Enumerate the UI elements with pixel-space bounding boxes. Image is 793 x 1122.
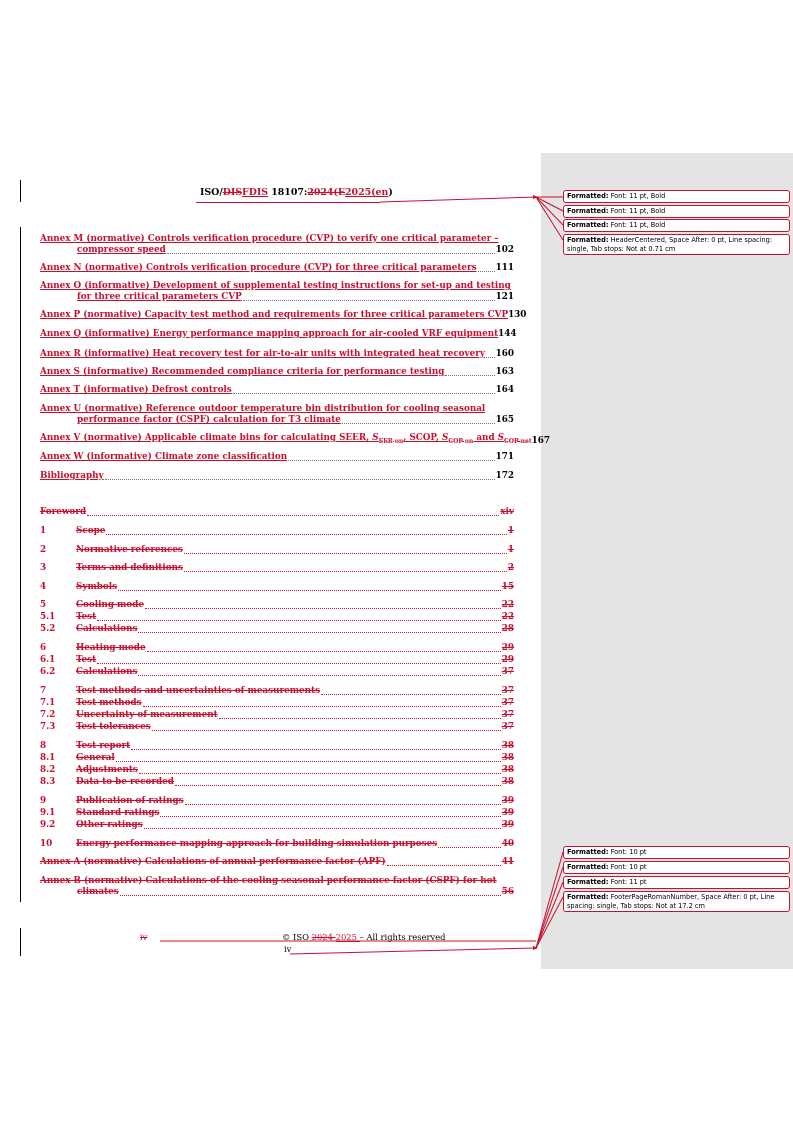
toc-deleted-num: 9 — [40, 796, 47, 806]
toc-deleted-text: Foreword — [40, 507, 87, 517]
footer-year-inserted: 2025 — [335, 932, 360, 942]
toc-entry-annex-n[interactable] — [40, 263, 514, 274]
connector-line — [380, 197, 536, 202]
format-label: Formatted: — [567, 192, 609, 200]
symbol-s-eer: S — [372, 433, 379, 443]
toc-deleted-text: Test — [76, 612, 97, 622]
header-year-inserted: 2025(en — [345, 187, 389, 198]
toc-page-number: 39 — [501, 808, 514, 818]
connector-arrow-icon — [533, 195, 538, 199]
header-close: ) — [388, 187, 393, 198]
toc-page-number: 40 — [501, 839, 514, 849]
toc-deleted-num: 3 — [40, 563, 47, 573]
format-detail: Font: 11 pt, Bold — [608, 207, 666, 215]
toc-deleted-text-cont: climates — [77, 887, 119, 897]
annex-v-text-and: and — [473, 433, 498, 443]
toc-deleted-9[interactable] — [40, 796, 514, 807]
toc-page-number: 37 — [501, 686, 514, 696]
toc-page-number: 39 — [501, 820, 514, 830]
toc-entry-annex-t[interactable] — [40, 385, 514, 396]
dot-leader — [116, 760, 501, 762]
header-fdis-inserted: FDIS — [242, 187, 268, 198]
toc-page-number: 37 — [501, 667, 514, 677]
dot-leader — [445, 374, 494, 376]
toc-entry-text: Annex M (normative) Controls verification procedure (CVP) to verify one critical parameter – — [40, 234, 499, 244]
toc-entry-text-cont: compressor speed — [77, 245, 166, 255]
toc-entry-annex-o[interactable] — [40, 281, 514, 303]
toc-deleted-7-3[interactable] — [40, 722, 514, 733]
toc-deleted-2[interactable] — [40, 545, 514, 556]
annex-v-text-mid: , SCOP, — [403, 433, 442, 443]
toc-entry-text: Annex Q (informative) Energy performance mapping approach for air-cooled VRF equipment — [40, 329, 499, 339]
toc-page-number: 121 — [495, 292, 514, 302]
toc-page-number: 39 — [501, 796, 514, 806]
toc-deleted-text: Test report — [76, 741, 131, 751]
dot-leader — [219, 717, 501, 719]
format-detail: HeaderCentered, Space After: 0 pt, Line spacing: single, Tab stops: Not at 0.71 cm — [567, 236, 773, 253]
subscript-cop-net: COP net — [504, 437, 532, 445]
toc-deleted-num: 8.3 — [40, 777, 56, 787]
toc-page-number: 171 — [495, 452, 514, 462]
format-label: Formatted: — [567, 848, 609, 856]
toc-deleted-1[interactable] — [40, 526, 514, 537]
dot-leader — [160, 815, 500, 817]
change-bar-footer — [20, 928, 21, 956]
toc-entry-text: Annex R (informative) Heat recovery test for air-to-air units with integrated heat recovery — [40, 349, 486, 359]
toc-deleted-num: 9.1 — [40, 808, 56, 818]
header-year-deleted: 2024(E — [307, 187, 346, 198]
dot-leader — [152, 729, 501, 731]
toc-deleted-7-2[interactable] — [40, 710, 514, 721]
header-std-number: 18107: — [268, 187, 308, 198]
toc-page-number: 160 — [495, 349, 514, 359]
footer-year-deleted: 2024 — [311, 932, 336, 942]
toc-page-number: 163 — [495, 367, 514, 377]
subscript-cop-on: COP on — [448, 437, 474, 445]
format-comment[interactable] — [563, 190, 790, 203]
dot-leader — [175, 784, 501, 786]
dot-leader — [131, 748, 501, 750]
change-bar-main — [20, 227, 21, 902]
toc-deleted-num: 1 — [40, 526, 47, 536]
toc-deleted-6-2[interactable] — [40, 667, 514, 678]
toc-page-number: 15 — [501, 582, 514, 592]
dot-leader — [97, 662, 501, 664]
dot-leader — [184, 570, 507, 572]
toc-deleted-num: 8 — [40, 741, 47, 751]
dot-leader — [120, 894, 501, 896]
format-comment[interactable] — [563, 891, 790, 912]
toc-entry-text: Bibliography — [40, 471, 104, 481]
dot-leader — [243, 299, 495, 301]
toc-deleted-8-1[interactable] — [40, 753, 514, 764]
subscript-eer-on: EER on — [378, 437, 404, 445]
toc-deleted-text: Publication of ratings — [76, 796, 184, 806]
dot-leader — [138, 631, 500, 633]
dot-leader — [143, 705, 501, 707]
format-label: Formatted: — [567, 236, 609, 244]
toc-deleted-8-2[interactable] — [40, 765, 514, 776]
dot-leader — [147, 650, 501, 652]
format-label: Formatted: — [567, 878, 609, 886]
toc-page-number: 29 — [501, 643, 514, 653]
dot-leader — [233, 392, 495, 394]
format-label: Formatted: — [567, 207, 609, 215]
footer-line — [140, 932, 147, 942]
dot-leader — [118, 589, 501, 591]
toc-page-number: 38 — [501, 741, 514, 751]
toc-deleted-9-2[interactable] — [40, 820, 514, 831]
toc-entry-annex-u[interactable] — [40, 404, 514, 426]
toc-page-number: 1 — [507, 526, 514, 536]
document-header — [200, 187, 393, 198]
toc-page-number: 2 — [507, 563, 514, 573]
toc-deleted-text: Uncertainty of measurement — [76, 710, 218, 720]
annex-v-text-start: Annex V (normative) Applicable climate bins for calculating SEER, — [40, 433, 373, 443]
symbol-s-cop-net: S — [497, 433, 505, 443]
format-detail: Font: 11 pt — [608, 878, 647, 886]
toc-deleted-num: 7.1 — [40, 698, 56, 708]
toc-page-number: 38 — [501, 753, 514, 763]
toc-deleted-6[interactable] — [40, 643, 514, 654]
change-bar-top — [20, 180, 21, 202]
toc-page-number: 111 — [495, 263, 514, 273]
toc-deleted-text: Symbols — [76, 582, 118, 592]
toc-page-number: 37 — [501, 710, 514, 720]
toc-entry-text: Annex N (normative) Controls verification procedure (CVP) for three critical parameters — [40, 263, 477, 273]
toc-deleted-text: Calculations — [76, 624, 138, 634]
toc-deleted-annex-b[interactable] — [40, 876, 514, 898]
toc-entry-bibliography[interactable] — [40, 471, 514, 482]
toc-deleted-num: 5.1 — [40, 612, 56, 622]
dot-leader — [97, 619, 501, 621]
dot-leader — [478, 270, 495, 272]
toc-page-number: 130 — [508, 310, 527, 320]
toc-deleted-num: 6 — [40, 643, 47, 653]
dot-leader — [342, 422, 495, 424]
format-comment[interactable] — [563, 876, 790, 889]
toc-deleted-text: Other ratings — [76, 820, 143, 830]
toc-deleted-num: 5 — [40, 600, 47, 610]
footer-iv-inserted: iv — [284, 944, 292, 954]
toc-entry-annex-q[interactable] — [40, 329, 517, 340]
format-detail: Font: 10 pt — [608, 848, 647, 856]
dot-leader — [288, 459, 495, 461]
toc-deleted-text: Calculations — [76, 667, 138, 677]
dot-leader — [105, 478, 495, 480]
header-revision-underline — [196, 202, 380, 203]
format-comment[interactable] — [563, 861, 790, 874]
toc-entry-annex-r[interactable] — [40, 349, 514, 360]
toc-deleted-num: 9.2 — [40, 820, 56, 830]
toc-entry-text: Annex U (normative) Reference outdoor temperature bin distribution for cooling seasonal — [40, 404, 486, 414]
toc-page-number: 102 — [495, 245, 514, 255]
toc-deleted-num: 7 — [40, 686, 47, 696]
toc-deleted-4[interactable] — [40, 582, 514, 593]
dot-leader — [87, 514, 499, 516]
toc-deleted-text: Adjustments — [76, 765, 138, 775]
footer-rights: – All rights reserved — [359, 932, 446, 942]
format-detail: Font: 11 pt, Bold — [608, 221, 666, 229]
toc-entry-text: Annex O (informative) Development of supplemental testing instructions for set-up and testing — [40, 281, 511, 291]
toc-deleted-num: 4 — [40, 582, 47, 592]
toc-deleted-num: 7.3 — [40, 722, 56, 732]
toc-entry-text-cont: for three critical parameters CVP — [77, 292, 242, 302]
format-comment[interactable] — [563, 234, 790, 255]
footer-copyright — [282, 932, 446, 942]
toc-deleted-text: Energy performance mapping approach for building simulation purposes — [76, 839, 438, 849]
toc-deleted-text: Heating mode — [76, 643, 146, 653]
toc-page-number: 165 — [495, 415, 514, 425]
format-comment[interactable] — [563, 846, 790, 859]
toc-deleted-9-1[interactable] — [40, 808, 514, 819]
toc-deleted-5-2[interactable] — [40, 624, 514, 635]
dot-leader — [387, 864, 501, 866]
toc-deleted-num: 6.1 — [40, 655, 56, 665]
dot-leader — [138, 674, 500, 676]
format-comment[interactable] — [563, 205, 790, 218]
header-dis-deleted: DIS — [222, 187, 243, 198]
format-comment[interactable] — [563, 219, 790, 232]
header-iso: ISO/ — [200, 187, 223, 198]
toc-page-number: 41 — [501, 857, 514, 867]
dot-leader — [144, 827, 501, 829]
toc-deleted-text: Cooling mode — [76, 600, 144, 610]
toc-page-number: 172 — [495, 471, 514, 481]
toc-deleted-text: Standard ratings — [76, 808, 160, 818]
toc-deleted-5[interactable] — [40, 600, 514, 611]
toc-deleted-num: 7.2 — [40, 710, 56, 720]
format-detail: FooterPageRomanNumber, Space After: 0 pt, Line spacing: single, Tab stops: Not at 17.2 cm — [567, 893, 775, 910]
toc-page-number: 38 — [501, 777, 514, 787]
toc-deleted-text: Normative references — [76, 545, 183, 555]
toc-entry-annex-v[interactable] — [40, 433, 550, 447]
toc-deleted-num: 6.2 — [40, 667, 56, 677]
dot-leader — [184, 552, 507, 554]
toc-deleted-num: 8.1 — [40, 753, 56, 763]
toc-entry-text: Annex S (informative) Recommended compliance criteria for performance testing — [40, 367, 445, 377]
dot-leader — [139, 772, 501, 774]
format-detail: Font: 11 pt, Bold — [608, 192, 666, 200]
toc-deleted-5-1[interactable] — [40, 612, 514, 623]
toc-page-number: 22 — [501, 612, 514, 622]
toc-deleted-6-1[interactable] — [40, 655, 514, 666]
toc-entry-annex-w[interactable] — [40, 452, 514, 463]
toc-page-number: 167 — [531, 435, 550, 446]
dot-leader — [167, 252, 495, 254]
dot-leader — [145, 607, 501, 609]
toc-page-number: 29 — [501, 655, 514, 665]
symbol-s-cop: S — [441, 433, 449, 443]
dot-leader — [106, 533, 507, 535]
format-label: Formatted: — [567, 221, 609, 229]
toc-deleted-text: Scope — [76, 526, 106, 536]
toc-deleted-text: Annex B (normative) Calculations of the cooling seasonal performance factor (CSPF) for hot — [40, 876, 497, 886]
toc-page-number: 37 — [501, 722, 514, 732]
toc-page-number: 56 — [501, 887, 514, 897]
format-label: Formatted: — [567, 863, 609, 871]
toc-entry-text-cont: performance factor (CSPF) calculation for T3 climate — [77, 415, 341, 425]
toc-deleted-annex-a[interactable] — [40, 857, 514, 868]
toc-entry-text: Annex W (informative) Climate zone classification — [40, 452, 288, 462]
format-detail: Font: 10 pt — [608, 863, 647, 871]
toc-entry-annex-s[interactable] — [40, 367, 514, 378]
toc-entry-text: Annex P (normative) Capacity test method and requirements for three critical parameters CVP — [40, 310, 509, 320]
toc-page-number: 1 — [507, 545, 514, 555]
toc-deleted-text: Test methods — [76, 698, 142, 708]
dot-leader — [321, 693, 501, 695]
toc-page-number: 22 — [501, 600, 514, 610]
footer-copyright-text: © ISO — [282, 932, 312, 942]
toc-deleted-text: Data to be recorded — [76, 777, 174, 787]
dot-leader — [486, 356, 495, 358]
toc-deleted-text: Terms and definitions — [76, 563, 183, 573]
dot-leader — [438, 846, 501, 848]
toc-deleted-7-1[interactable] — [40, 698, 514, 709]
toc-entry-text — [40, 433, 532, 447]
toc-page-number: 37 — [501, 698, 514, 708]
toc-page-number: 144 — [498, 329, 517, 339]
toc-page-number: xiv — [500, 507, 514, 517]
toc-page-number: 38 — [501, 765, 514, 775]
toc-entry-annex-p[interactable] — [40, 310, 527, 321]
toc-deleted-10[interactable] — [40, 839, 514, 850]
toc-deleted-num: 2 — [40, 545, 47, 555]
toc-entry-text: Annex T (informative) Defrost controls — [40, 385, 232, 395]
dot-leader — [185, 803, 501, 805]
toc-deleted-text: Test tolerances — [76, 722, 151, 732]
toc-deleted-foreword[interactable] — [40, 507, 514, 518]
format-label: Formatted: — [567, 893, 609, 901]
toc-deleted-text: Test — [76, 655, 97, 665]
toc-deleted-num: 5.2 — [40, 624, 56, 634]
toc-page-number: 164 — [495, 385, 514, 395]
toc-deleted-num: 10 — [40, 839, 53, 849]
toc-entry-annex-m[interactable] — [40, 234, 514, 256]
toc-page-number: 28 — [501, 624, 514, 634]
toc-deleted-8[interactable] — [40, 741, 514, 752]
toc-deleted-text: Test methods and uncertainties of measurements — [76, 686, 321, 696]
toc-deleted-3[interactable] — [40, 563, 514, 574]
footer-iv-deleted: iv — [140, 932, 148, 942]
toc-deleted-7[interactable] — [40, 686, 514, 697]
toc-deleted-text: General — [76, 753, 115, 763]
footer-page-number — [284, 944, 291, 954]
toc-deleted-8-3[interactable] — [40, 777, 514, 788]
toc-deleted-num: 8.2 — [40, 765, 56, 775]
toc-deleted-text: Annex A (normative) Calculations of annual performance factor (APF) — [40, 857, 386, 867]
